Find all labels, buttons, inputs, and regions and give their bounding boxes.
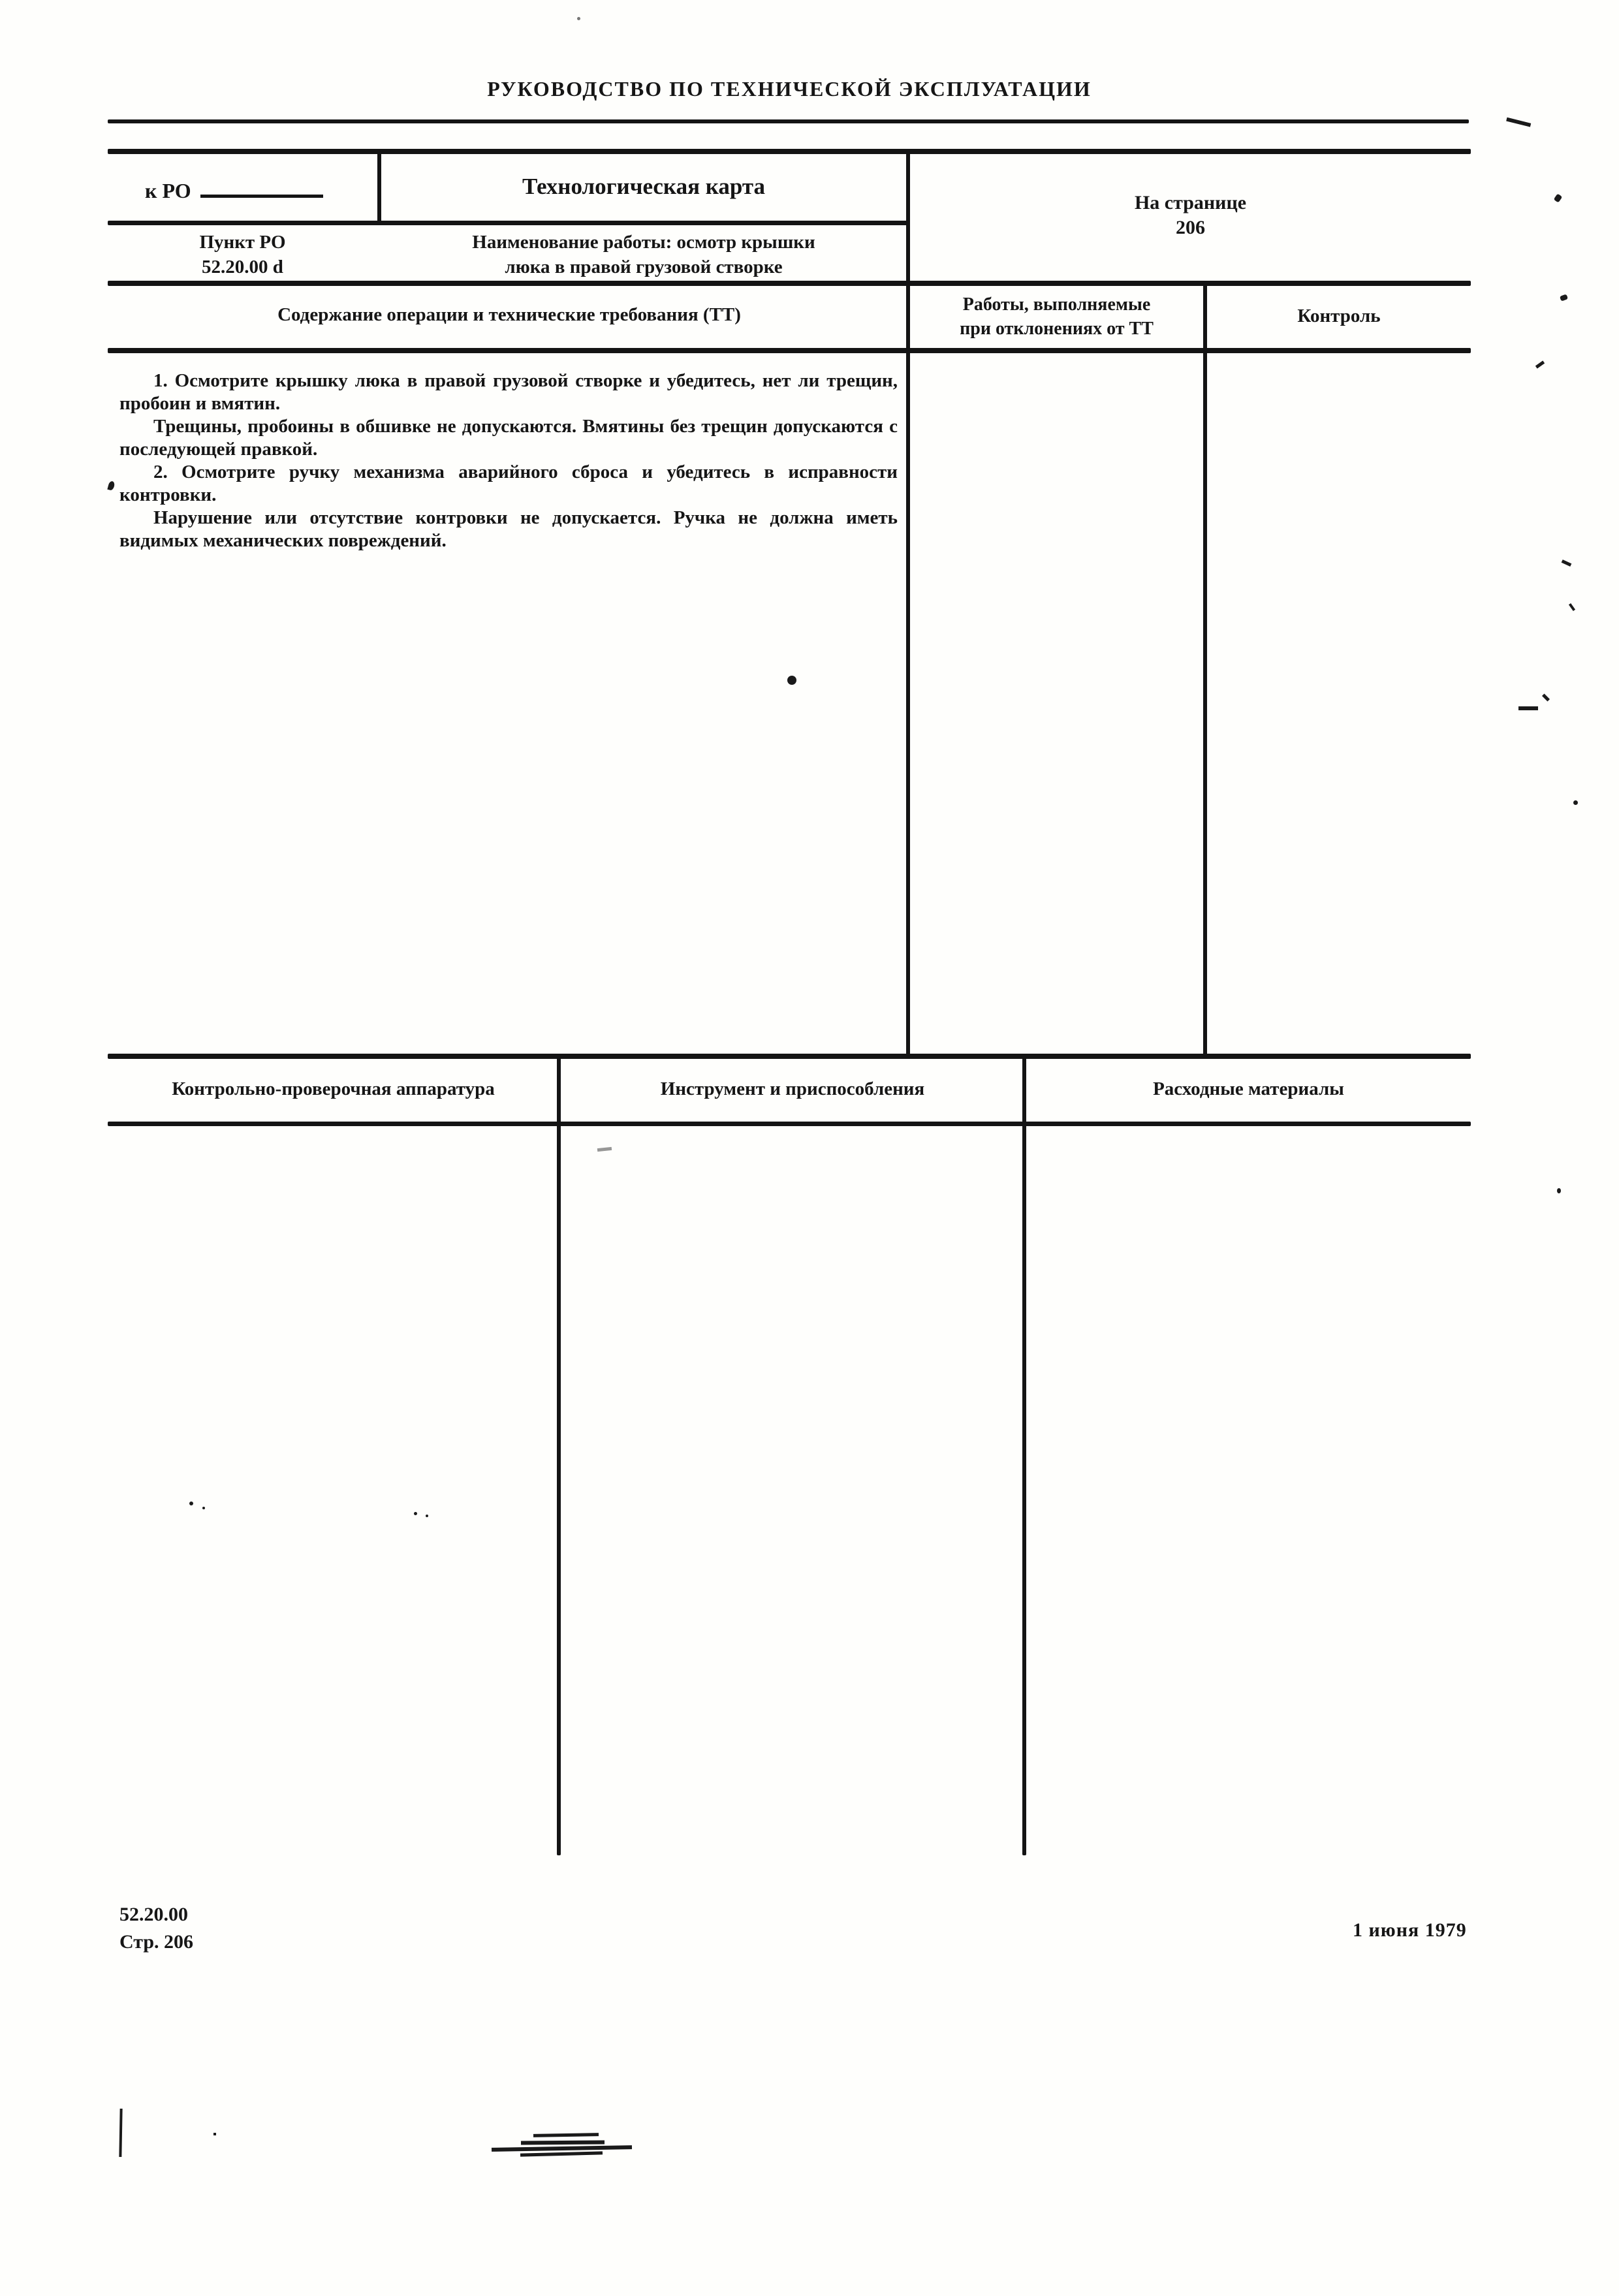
col-header-deviations xyxy=(910,292,1203,341)
col-header-deviations-line2: при отклонениях от ТТ xyxy=(960,319,1154,339)
page-ref-label: На странице xyxy=(1134,192,1247,213)
k-ro-label: к РО xyxy=(145,179,191,202)
deviation-control-divider xyxy=(1203,281,1207,1059)
scan-artifact xyxy=(1560,294,1568,301)
col-header-content: Содержание операции и технические требования (ТТ) xyxy=(277,304,741,325)
scan-artifact xyxy=(1562,559,1572,567)
manual-running-header: РУКОВОДСТВО ПО ТЕХНИЧЕСКОЙ ЭКСПЛУАТАЦИИ xyxy=(487,77,1092,101)
column-header-bottom-rule xyxy=(108,348,1471,353)
cell-k-ro xyxy=(145,175,360,203)
scan-artifact xyxy=(1557,1188,1561,1193)
ink-scribble xyxy=(533,2133,599,2137)
scan-artifact xyxy=(1505,118,1532,134)
ink-scribble xyxy=(492,2145,632,2152)
row-divider-rule xyxy=(108,221,910,225)
scan-artifact xyxy=(1569,603,1575,611)
punkt-ro-line1: Пункт РО xyxy=(199,232,286,253)
work-name-line2: люка в правой грузовой створке xyxy=(505,257,783,277)
col-header-control: Контроль xyxy=(1297,306,1381,326)
cell-page-ref xyxy=(910,191,1471,240)
operation-paragraph-1: 1. Осмотрите крышку люка в правой грузовой створке и убедитесь, нет ли трещин, пробоин и вмятин. xyxy=(119,370,898,414)
scan-artifact xyxy=(1542,693,1550,701)
blank-underline xyxy=(200,175,323,198)
col-header-consumables: Расходные материалы xyxy=(1153,1078,1344,1099)
operation-text xyxy=(119,370,898,552)
scan-artifact xyxy=(189,1502,193,1505)
footer-page-label: Стр. 206 xyxy=(119,1931,194,1953)
operation-paragraph-4: Нарушение или отсутствие контровки не допускается. Ручка не должна иметь видимых механических повреждений. xyxy=(119,507,898,551)
equipment-tools-divider xyxy=(557,1054,561,1855)
footer-doc-number: 52.20.00 xyxy=(119,1904,188,1925)
header-rule xyxy=(108,119,1469,123)
bottom-table-header-rule xyxy=(108,1122,1471,1126)
ink-dot xyxy=(787,676,796,685)
work-name-line1: Наименование работы: осмотр крышки xyxy=(472,232,815,253)
ink-stroke xyxy=(119,2109,122,2157)
page-ref-number: 206 xyxy=(1176,217,1205,238)
card-title: Технологическая карта xyxy=(522,174,766,199)
bottom-table-top-rule xyxy=(108,1054,1471,1059)
col-header-deviations-line1: Работы, выполняемые xyxy=(962,294,1151,315)
title-block-bottom-rule xyxy=(108,281,1471,286)
content-deviation-divider xyxy=(906,149,910,1059)
scan-artifact xyxy=(577,17,580,20)
scan-artifact xyxy=(1554,193,1563,202)
col-header-test-equipment: Контрольно-проверочная аппаратура xyxy=(172,1078,495,1099)
col-header-tools: Инструмент и приспособления xyxy=(660,1078,925,1099)
footer-date: 1 июня 1979 xyxy=(1353,1919,1467,1941)
ink-scribble xyxy=(520,2151,603,2156)
ink-scribble xyxy=(521,2140,605,2145)
punkt-ro-line2: 52.20.00 d xyxy=(202,257,283,277)
cell-punkt-ro xyxy=(108,230,377,279)
table-top-rule xyxy=(108,149,1471,154)
scan-artifact xyxy=(107,480,115,491)
scan-artifact xyxy=(1535,360,1545,368)
operation-paragraph-2: Трещины, пробоины в обшивке не допускаются. Вмятины без трещин допускаются с последующей правкой. xyxy=(119,416,898,460)
scan-artifact xyxy=(213,2133,216,2135)
scan-artifact xyxy=(1573,800,1578,805)
tools-materials-divider xyxy=(1022,1054,1026,1855)
operation-paragraph-3: 2. Осмотрите ручку механизма аварийного сброса и убедитесь в исправности контровки. xyxy=(119,462,898,505)
scan-artifact xyxy=(426,1515,428,1517)
scan-artifact xyxy=(597,1147,612,1152)
cell-work-name xyxy=(381,230,906,279)
scan-artifact xyxy=(1518,706,1538,710)
scan-artifact xyxy=(202,1507,205,1509)
scan-artifact xyxy=(414,1512,417,1515)
